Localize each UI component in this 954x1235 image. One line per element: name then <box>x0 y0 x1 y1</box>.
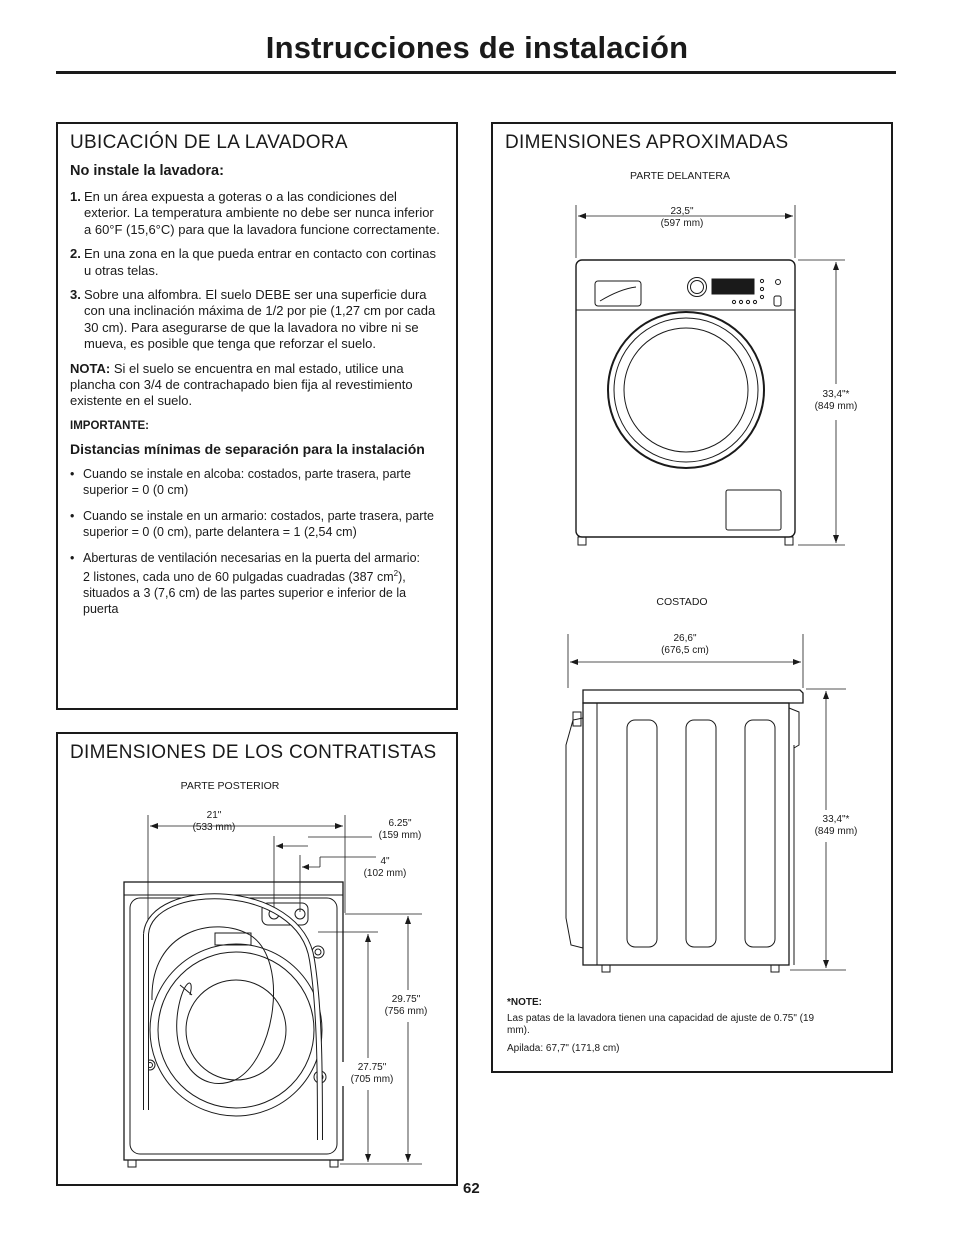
list-item: • Cuando se instale en un armario: costados, parte trasera, parte superior = 0 (0 cm), parte delantera = 1 (2,54 cm) <box>70 508 444 540</box>
side-washer-drawing <box>566 634 846 972</box>
ubicacion-subheading: No instale la lavadora: <box>70 163 224 179</box>
vent-line2b: ), situados a 3 (7,6 cm) de las partes superior e inferior de la puerta <box>83 570 407 617</box>
rear-view-label: PARTE POSTERIOR <box>180 780 280 792</box>
note-label: NOTA: <box>70 360 111 376</box>
ubicacion-heading: UBICACIÓN DE LA LAVADORA <box>70 132 348 153</box>
clearance-heading: Distancias mínimas de separación para la instalación <box>70 440 425 457</box>
side-view-label: COSTADO <box>656 596 708 608</box>
front-view-label: PARTE DELANTERA <box>630 170 730 182</box>
item-number: 1. <box>70 189 81 204</box>
legs-note <box>507 997 817 1055</box>
list-item: • Aberturas de ventilación necesarias en la puerta del armario: 2 listones, cada uno de 60 pulgadas cuadradas (387 $cm^2$), situados a 3 (7,6 cm) de las partes superior e inferior de la puerta <box>70 550 444 617</box>
item-text: En un área expuesta a goteras o a las condiciones del exterior. La temperatura ambiente no debe ser nunca inferior a 60°F (15,6°C) para que la lavadora funcione correctamente. <box>84 189 440 237</box>
vent-line2a: 2 listones, cada uno de 60 pulgadas cuadradas (387 cm <box>83 570 394 585</box>
rear-offset1-label: 6.25" (159 mm) <box>378 818 422 841</box>
item-text: En una zona en la que pueda entrar en contacto con cortinas u otras telas. <box>84 246 436 278</box>
bullet-text: Cuando se instale en alcoba: costados, parte trasera, parte superior = 0 (0 cm) <box>83 466 411 497</box>
important-label: IMPORTANTE: <box>70 419 150 432</box>
rear-height2-label: 27.75" (705 mm) <box>342 1062 402 1086</box>
page-number: 62 <box>463 1180 480 1197</box>
page-title: Instrucciones de instalación <box>265 30 689 65</box>
rear-offset2-label: 4" (102 mm) <box>363 856 407 879</box>
legs-note-label: *NOTE: <box>507 997 542 1008</box>
front-width-label: 23,5" (597 mm) <box>660 206 704 229</box>
note-text: Si el suelo se encuentra en mal estado, utilice una plancha con 3/4 de contrachapado bien fija al revestimiento existente en el suelo. <box>70 360 413 409</box>
legs-note-text: Las patas de la lavadora tienen una capacidad de ajuste de 0.75" (19 mm). <box>507 1013 815 1036</box>
rear-height1-label: 29.75" (756 mm) <box>376 994 436 1018</box>
item-text: Sobre una alfombra. El suelo DEBE ser una superficie dura con una inclinación máxima de 1/2 por pie (1,27 cm por cada 30 cm). Para asegurarse de que la lavadora no vibre ni se mueva, es posible que tenga que reforzar el suelo. <box>84 287 436 352</box>
front-washer-drawing <box>576 205 845 545</box>
bullet-text: Cuando se instale en un armario: costados, parte trasera, parte superior = 0 (0 cm), parte delantera = 1 (2,54 cm) <box>83 508 434 539</box>
vent-line1: Aberturas de ventilación necesarias en la puerta del armario: <box>83 550 420 565</box>
side-height-label: 33,4"* (849 mm) <box>814 814 858 837</box>
vent-sup: 2 <box>393 568 399 578</box>
front-height-label: 33,4"* (849 mm) <box>814 389 858 412</box>
contratistas-heading: DIMENSIONES DE LOS CONTRATISTAS <box>70 742 437 763</box>
stacked-height: Apilada: 67,7" (171,8 cm) <box>507 1043 620 1054</box>
side-width-label: 26,6" (676,5 cm) <box>661 633 709 656</box>
rear-width-label: 21" (533 mm) <box>192 810 236 833</box>
item-number: 3. <box>70 287 81 303</box>
aproximadas-heading: DIMENSIONES APROXIMADAS <box>505 132 789 153</box>
list-item: • Cuando se instale en alcoba: costados, parte trasera, parte superior = 0 (0 cm) <box>70 466 444 498</box>
item-number: 2. <box>70 246 81 262</box>
